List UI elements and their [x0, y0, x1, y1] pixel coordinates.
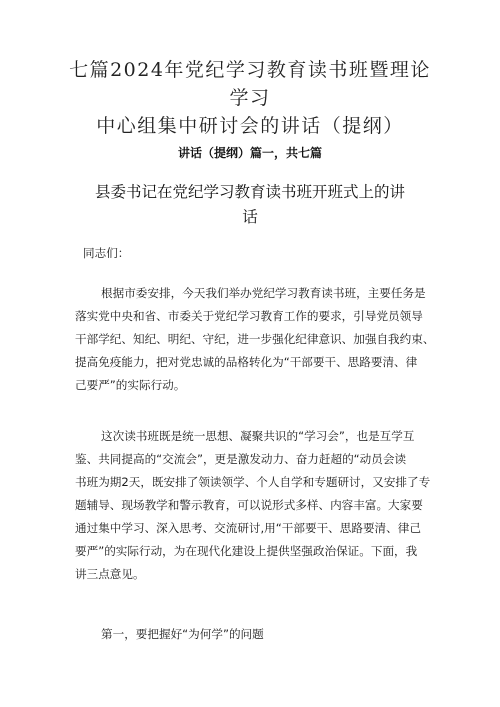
point-1-heading: [86, 623, 436, 646]
paragraph-1-line: 干部学纪、知纪、明纪、守纪，进一步强化纪律意识、加强自我约束、: [75, 332, 435, 346]
greeting-text: 同志们：: [83, 246, 130, 260]
paragraph-2-line: 通过集中学习、深入思考、交流研讨,用“干部要干、思路要清、律己: [75, 521, 421, 535]
greeting: [83, 242, 436, 265]
speech-title: [80, 180, 420, 230]
paragraph-2-line: 鉴、共同提高的“交流会”，更是激发动力、奋力赶超的“动员会读: [75, 452, 407, 466]
speech-title-line-2: 话: [242, 208, 258, 226]
title-line-2: 中心组集中研讨会的讲话（提纲）: [96, 115, 404, 137]
paragraph-2: [75, 425, 436, 586]
paragraph-1-line: 己要严”的实际行动。: [75, 378, 186, 392]
paragraph-1-line: 落实党中央和省、市委关于党纪学习教育工作的要求，引导党员领导: [75, 309, 423, 323]
paragraph-2-line: 要严”的实际行动，为在现代化建设上提供坚强政治保证。下面，我: [75, 544, 418, 558]
speech-title-line-1: 县委书记在党纪学习教育读书班开班式上的讲: [94, 183, 405, 201]
point-1-text: 第一，要把握好“为何学”的问题: [101, 627, 264, 641]
section-subheading: 讲话（提纲）篇一，共七篇: [177, 146, 322, 160]
paragraph-2-line: 书班为期2天，既安排了领读领学、个人自学和专题研讨，又安排了专: [75, 475, 431, 489]
title-line-1: 七篇2024年党纪学习教育读书班暨理论学习: [69, 59, 431, 109]
paragraph-2-line: 题辅导、现场教学和警示教育，可以说形式多样、内容丰富。大家要: [75, 498, 423, 512]
paragraph-1-line: 提高免疫能力，把对党忠诚的品格转化为“干部要干、思路要清、律: [75, 355, 418, 369]
paragraph-1-line: 根据市委安排，今天我们举办党纪学习教育读书班，主要任务是: [101, 286, 426, 300]
paragraph-2-line: 这次读书班既是统一思想、凝聚共识的“学习会”，也是互学互: [101, 429, 415, 443]
paragraph-2-line: 讲三点意见。: [75, 567, 145, 581]
document-title: [60, 56, 440, 140]
paragraph-1: [75, 282, 436, 397]
